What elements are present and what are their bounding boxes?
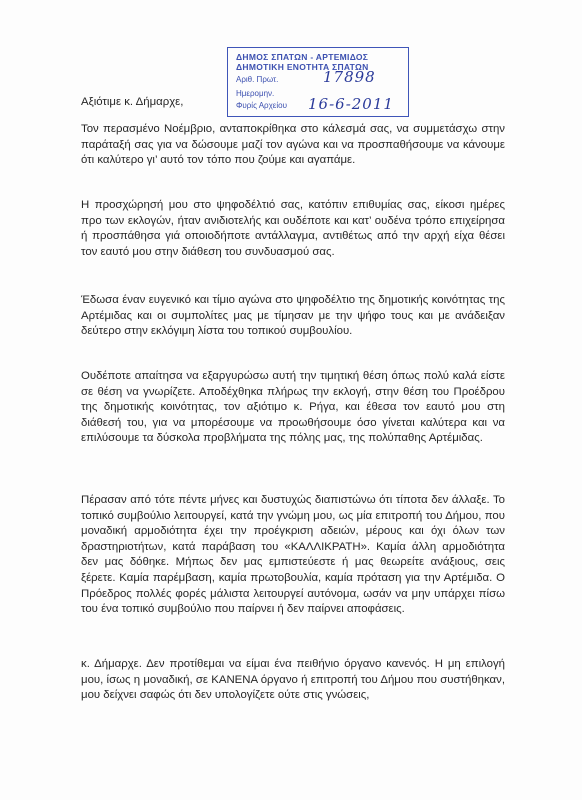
- stamp-folder-label: Φυρίς Αρχείου: [236, 101, 287, 110]
- letter-paragraph: Η προσχώρησή μου στο ψηφοδέλτιό σας, κατόπιν επιθυμίας σας, είκοσι ημέρες προ των εκλογών, ήταν ανιδιοτελής και ουδέποτε και κατ’ ουδένα τρόπο επιχείρησα ή προσπάθησα γιά οποιοδήποτε αντάλλαγμα, αντιθέτως από την αρχή είχα θέσει τον εαυτό μου στην διάθεση του συνδυασμού σας.: [81, 199, 505, 258]
- letter-greeting: Αξιότιμε κ. Δήμαρχε,: [81, 96, 184, 108]
- stamp-date-label: Ημερομην.: [236, 89, 275, 98]
- letter-paragraph: Ουδέποτε απαίτησα να εξαργυρώσω αυτή την τιμητική θέση όπως πολύ καλά είστε σε θέση να γνωρίζετε. Αποδέχθηκα πλήρως την εκλογή, στην θέση του Προέδρου της δημοτικής κοινότητας, τον αξιότιμο κ. Ρήγα, και έθεσα τον εαυτό μου στη διάθεσή του, για να μπορέσουμε να προωθήσουμε όσο γίνεται καλύτερα και να επιλύσουμε τα δύσκολα προβλήματα της πόλης μας, της πολύπαθης Αρτέμιδας.: [81, 370, 505, 445]
- stamp-protocol-label: Αριθ. Πρωτ.: [236, 75, 279, 84]
- stamp-date-value: 16-6-2011: [308, 95, 394, 113]
- letter-paragraph: Τον περασμένο Νοέμβριο, ανταποκρίθηκα στο κάλεσμά σας, να συμμετάσχω στην παράταξή σας για να δώσουμε μαζί τον αγώνα και να προσπαθήσουμε να κάνουμε ότι καλύτερο γι’ αυτό τον τόπο που ζούμε και αγαπάμε.: [81, 123, 505, 167]
- letter-paragraph: Έδωσα έναν ευγενικό και τίμιο αγώνα στο ψηφοδέλτιο της δημοτικής κοινότητας της Αρτέμιδας και οι συμπολίτες μας με τίμησαν με την ψήφο τους και με ανάδειξαν δεύτερο στην εκλόγιμη λίστα του τοπικού συμβουλίου.: [81, 294, 505, 338]
- stamp-municipality: ΔΗΜΟΣ ΣΠΑΤΩΝ - ΑΡΤΕΜΙΔΟΣ: [236, 52, 369, 62]
- stamp-protocol-number: 17898: [323, 68, 376, 86]
- stamp-unit: ΔΗΜΟΤΙΚΗ ΕΝΟΤΗΤΑ ΣΠΑΤΩΝ: [236, 62, 369, 72]
- letter-paragraph: Πέρασαν από τότε πέντε μήνες και δυστυχώς διαπιστώνω ότι τίποτα δεν άλλαξε. Το τοπικό συμβούλιο λειτουργεί, κατά την γνώμη μου, ως μία επιτροπή του Δήμου, που μοναδική αρμοδιότητα έχει την προέγκριση αδειών, μέρους και όχι όλων των δραστηριοτήτων, κατά παράβαση του «ΚΑΛΛΙΚΡΑΤΗ». Καμία άλλη αρμοδιότητα δεν μας δόθηκε. Μήπως δεν μας εμπιστεύεστε ή μας θεωρείτε ανάξιους, σεις ξέρετε. Καμία παρέμβαση, καμία πρωτοβουλία, καμία πρόταση για την Αρτέμιδα. Ο Πρόεδρος πολλές φορές μάλιστα λειτουργεί αυτόνομα, ωσάν να μην υπάρχει πίσω του ένα τοπικό συμβούλιο που παίρνει ή δεν παίρνει αποφάσεις.: [81, 494, 505, 616]
- letter-paragraph: κ. Δήμαρχε. Δεν προτίθεμαι να είμαι ένα πειθήνιο όργανο κανενός. Η μη επιλογή μου, ίσως η μοναδική, σε ΚΑΝΕΝΑ όργανο ή επιτροπή του Δήμου που συστήθηκαν, μου δείχνει σαφώς ότι δεν υπολογίζετε ούτε στις γνώσεις,: [81, 658, 505, 702]
